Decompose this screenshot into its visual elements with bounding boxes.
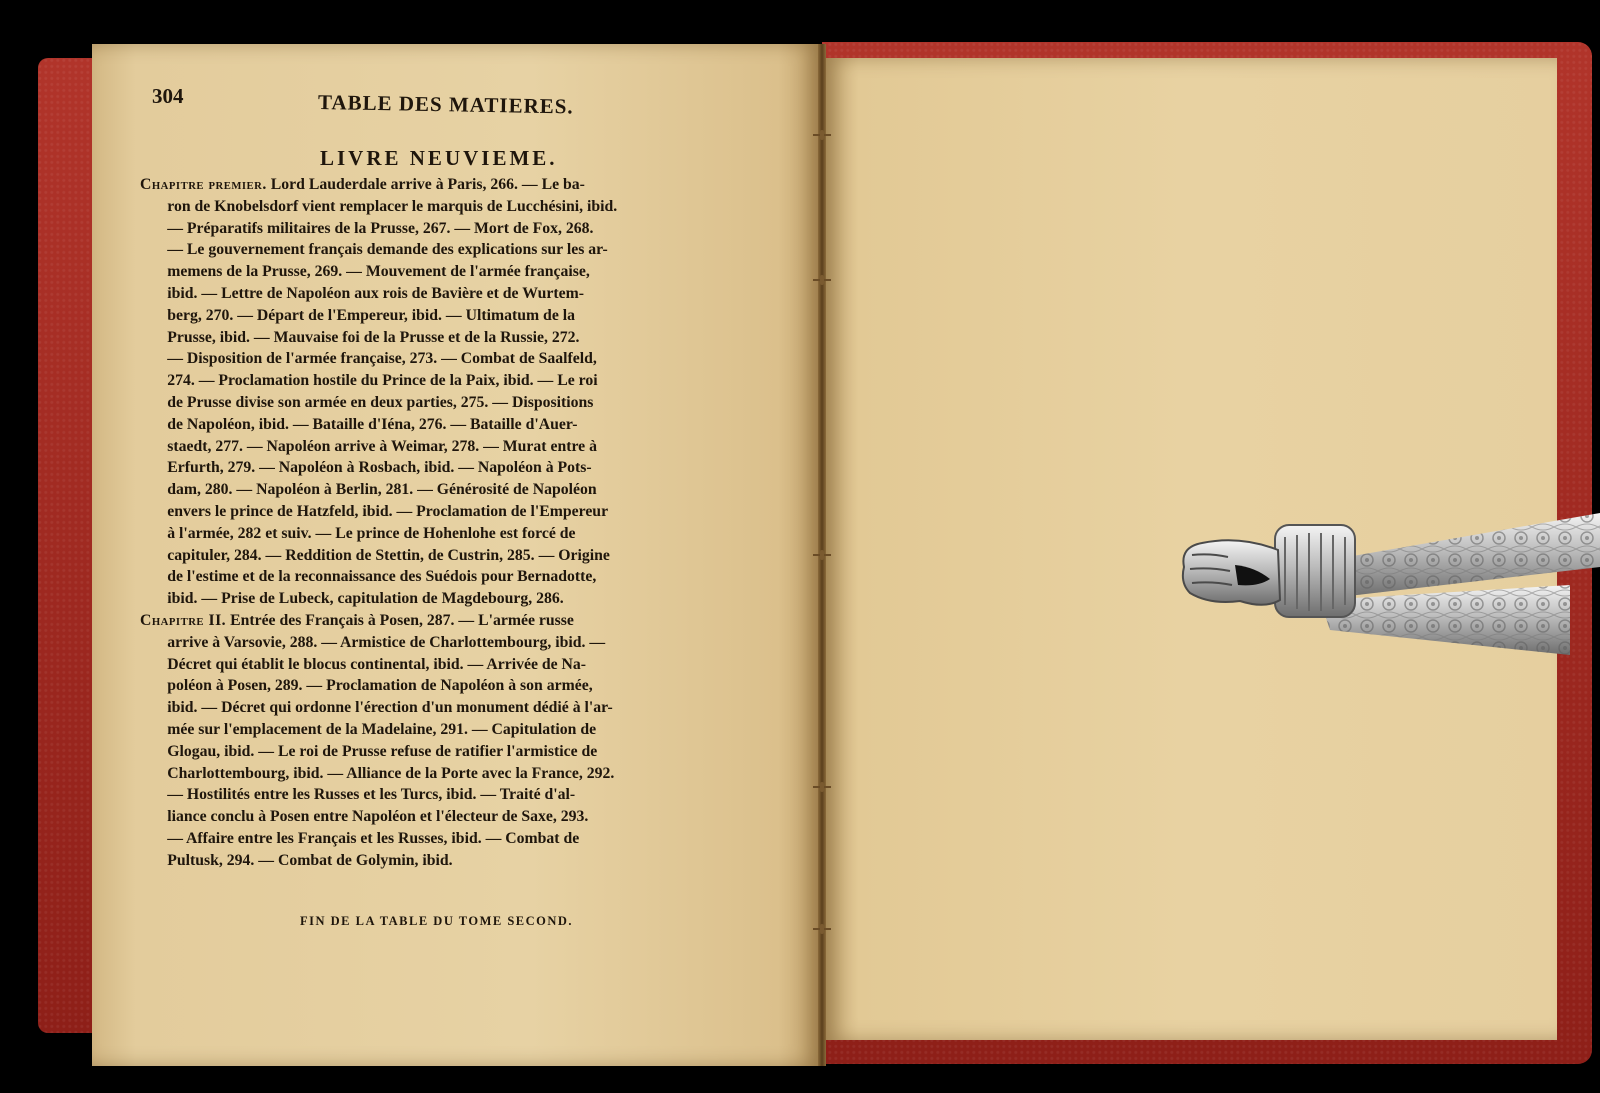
toc-line-text: de l'estime et de la reconnaissance des Suédois pour Bernadotte,: [167, 567, 597, 586]
toc-line: [140, 414, 724, 436]
toc-line-text: à l'armée, 282 et suiv. — Le prince de Hohenlohe est forcé de: [167, 523, 576, 542]
stitch-mark: [813, 782, 831, 792]
toc-line: [140, 392, 724, 414]
toc-line: [140, 675, 724, 697]
stitch-mark: [813, 275, 831, 285]
toc-line-text: Erfurth, 279. — Napoléon à Rosbach, ibid. — Napoléon à Pots-: [167, 458, 592, 477]
toc-line: [140, 545, 724, 567]
toc-line: [140, 370, 724, 392]
toc-line: [140, 784, 724, 806]
toc-line-text: de Prusse divise son armée en deux parties, 275. — Dispositions: [167, 392, 594, 411]
toc-line: [140, 566, 724, 588]
stitch-mark: [813, 924, 831, 934]
running-head: TABLE DES MATIERES.: [317, 90, 574, 119]
toc-line-text: — Hostilités entre les Russes et les Turcs, ibid. — Traité d'al-: [167, 785, 576, 804]
toc-line: [140, 501, 724, 523]
hand-clip-icon: [1180, 505, 1600, 670]
toc-line-text: ibid. — Lettre de Napoléon aux rois de Bavière et de Wurtem-: [167, 283, 585, 302]
toc-line-text: dam, 280. — Napoléon à Berlin, 281. — Générosité de Napoléon: [167, 480, 597, 499]
toc-line-text: mée sur l'emplacement de la Madelaine, 291. — Capitulation de: [167, 719, 597, 738]
book-title: LIVRE NEUVIEME.: [320, 146, 558, 170]
toc-line: [140, 828, 724, 850]
toc-line: [140, 697, 724, 719]
toc-line-text: envers le prince de Hatzfeld, ibid. — Proclamation de l'Empereur: [167, 501, 609, 520]
toc-line: [140, 479, 724, 501]
toc-line-text: Charlottembourg, ibid. — Alliance de la Porte avec la France, 292.: [167, 763, 615, 782]
toc-line: [140, 850, 724, 872]
toc-line-text: de Napoléon, ibid. — Bataille d'Iéna, 276. — Bataille d'Auer-: [167, 414, 578, 433]
toc-line-text: ibid. — Prise de Lubeck, capitulation de Magdebourg, 286.: [167, 589, 564, 608]
toc-line-text: Glogau, ibid. — Le roi de Prusse refuse de ratifier l'armistice de: [167, 741, 598, 760]
toc-line-text: berg, 270. — Départ de l'Empereur, ibid. — Ultimatum de la: [167, 305, 576, 324]
toc-line: [140, 741, 724, 763]
toc-line: [140, 806, 724, 828]
page-number: 304: [152, 84, 184, 108]
toc-line-text: Prusse, ibid. — Mauvaise foi de la Prusse et de la Russie, 272.: [167, 327, 580, 346]
toc-line-text: poléon à Posen, 289. — Proclamation de Napoléon à son armée,: [167, 676, 593, 695]
stitch-mark: [813, 550, 831, 560]
toc-line: [140, 305, 724, 327]
table-of-contents: [140, 174, 740, 872]
toc-line-text: arrive à Varsovie, 288. — Armistice de Charlottembourg, ibid. —: [167, 632, 606, 651]
toc-line-text: 274. — Proclamation hostile du Prince de la Paix, ibid. — Le roi: [167, 371, 598, 390]
toc-line-text: ron de Knobelsdorf vient remplacer le marquis de Lucchésini, ibid.: [167, 196, 618, 215]
toc-line: [140, 239, 724, 261]
toc-line: [140, 654, 724, 676]
toc-line: [140, 457, 724, 479]
toc-line-text: Lord Lauderdale arrive à Paris, 266. — Le ba-: [270, 175, 585, 193]
toc-line: [140, 261, 724, 283]
toc-line: [140, 218, 724, 240]
toc-line: [140, 436, 724, 458]
toc-line: [140, 196, 724, 218]
toc-line: [140, 174, 724, 196]
toc-line: [140, 610, 724, 632]
toc-line-text: staedt, 277. — Napoléon arrive à Weimar, 278. — Murat entre à: [167, 436, 597, 455]
toc-line-text: Pultusk, 294. — Combat de Golymin, ibid.: [167, 850, 453, 869]
fin-line: FIN DE LA TABLE DU TOME SECOND.: [300, 914, 574, 928]
toc-line: [140, 763, 724, 785]
toc-line: [140, 719, 724, 741]
toc-line-text: — Affaire entre les Français et les Russes, ibid. — Combat de: [167, 828, 580, 847]
chapter-label: Chapitre II.: [140, 610, 227, 629]
toc-line-text: liance conclu à Posen entre Napoléon et l'électeur de Saxe, 293.: [167, 807, 589, 826]
toc-line-text: — Préparatifs militaires de la Prusse, 267. — Mort de Fox, 268.: [167, 218, 594, 237]
toc-line-text: — Le gouvernement français demande des explications sur les ar-: [167, 240, 608, 259]
toc-line-text: Décret qui établit le blocus continental, ibid. — Arrivée de Na-: [167, 654, 587, 673]
toc-line: [140, 348, 724, 370]
toc-line-text: ibid. — Décret qui ordonne l'érection d'un monument dédié à l'ar-: [167, 698, 613, 717]
stitch-mark: [813, 130, 831, 140]
toc-line: [140, 588, 724, 610]
chapter-label: Chapitre premier.: [140, 175, 267, 193]
toc-line: [140, 327, 724, 349]
toc-line-text: capituler, 284. — Reddition de Stettin, de Custrin, 285. — Origine: [167, 545, 610, 564]
toc-line: [140, 283, 724, 305]
toc-line: [140, 632, 724, 654]
toc-line: [140, 523, 724, 545]
toc-line-text: Entrée des Français à Posen, 287. — L'armée russe: [230, 610, 574, 629]
toc-line-text: — Disposition de l'armée française, 273. — Combat de Saalfeld,: [167, 349, 597, 368]
toc-line-text: memens de la Prusse, 269. — Mouvement de l'armée française,: [167, 262, 590, 281]
